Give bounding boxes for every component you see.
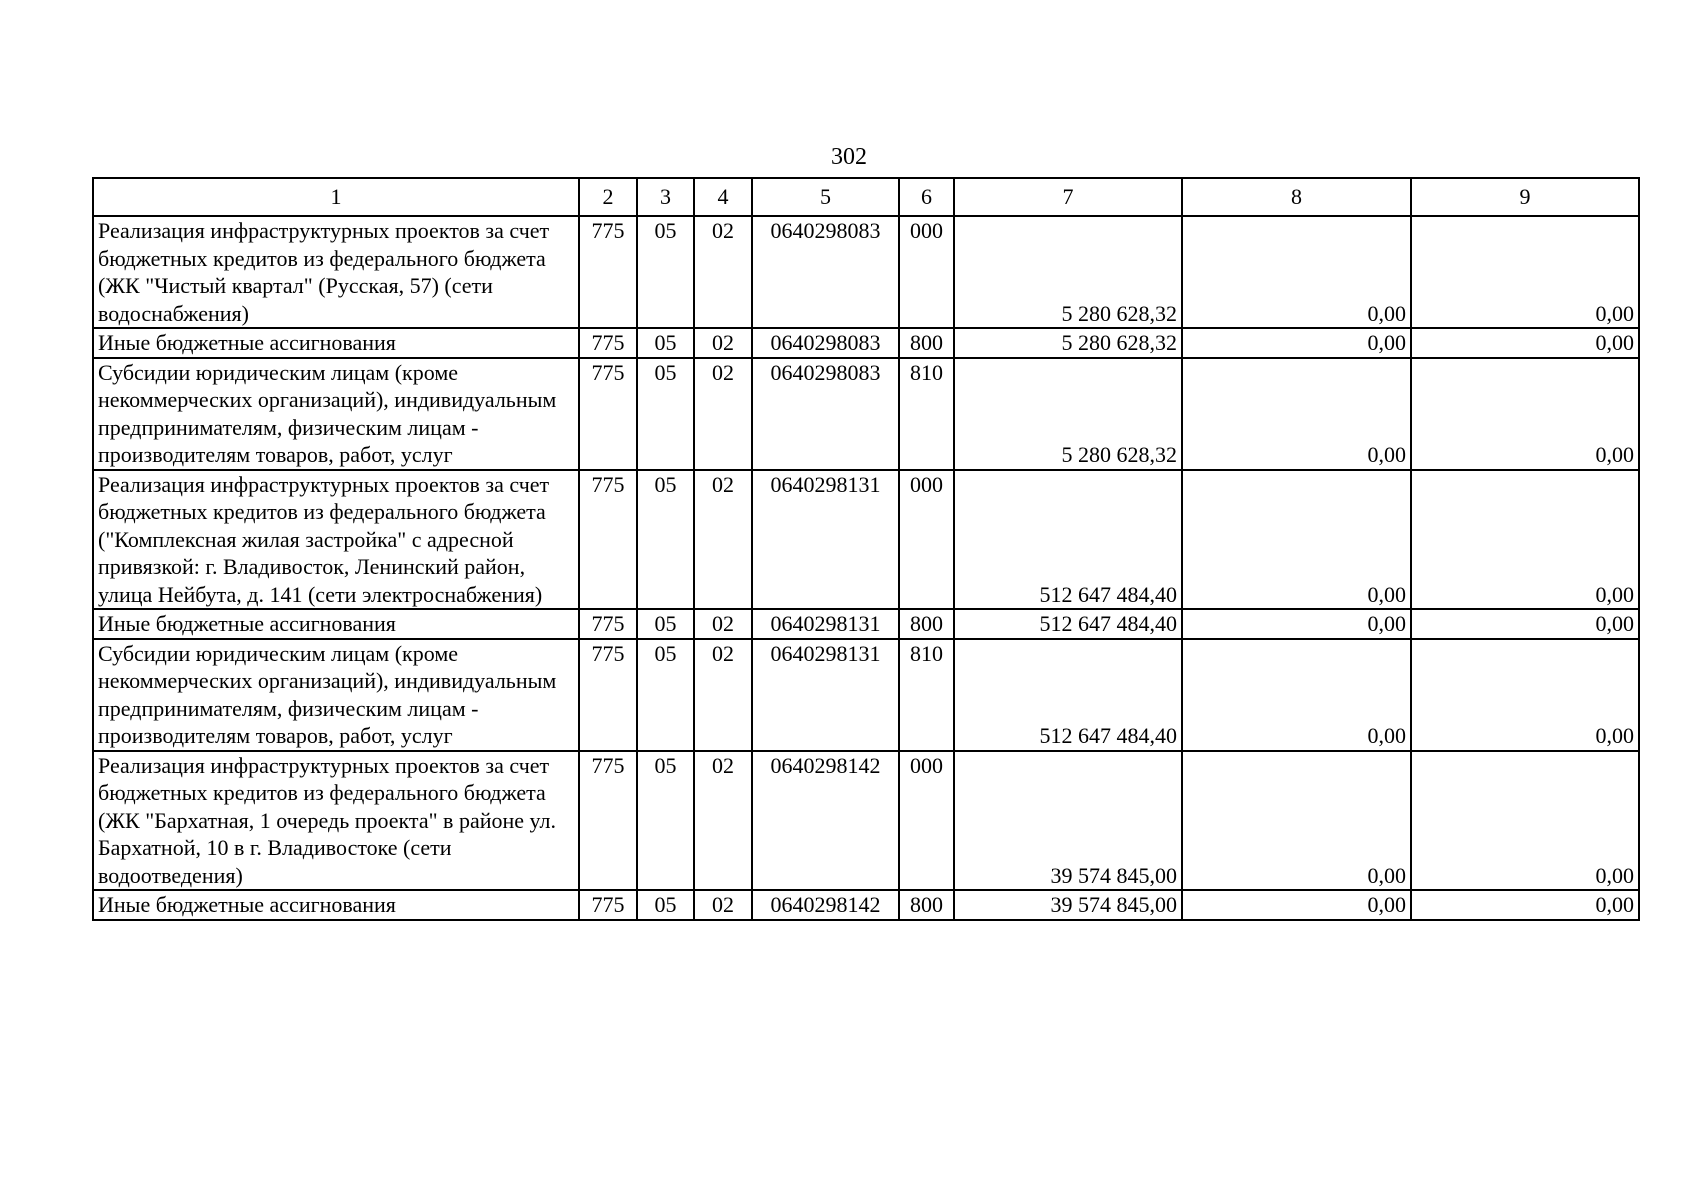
column-header: 3 <box>637 178 694 216</box>
cell-col6: 000 <box>899 470 954 610</box>
table-row <box>93 216 1639 328</box>
cell-col2: 775 <box>579 890 637 920</box>
cell-col7: 512 647 484,40 <box>954 639 1182 751</box>
table-row <box>93 470 1639 610</box>
cell-col6: 800 <box>899 609 954 639</box>
cell-col5: 0640298131 <box>752 470 899 610</box>
cell-col9: 0,00 <box>1411 470 1639 610</box>
cell-col2: 775 <box>579 328 637 358</box>
header-row <box>93 178 1639 216</box>
cell-col6: 800 <box>899 328 954 358</box>
cell-col9: 0,00 <box>1411 216 1639 328</box>
cell-col2: 775 <box>579 609 637 639</box>
row-name: Иные бюджетные ассигнования <box>93 328 579 358</box>
cell-col4: 02 <box>694 328 752 358</box>
cell-col9: 0,00 <box>1411 609 1639 639</box>
column-header: 1 <box>93 178 579 216</box>
cell-col4: 02 <box>694 216 752 328</box>
cell-col4: 02 <box>694 358 752 470</box>
row-name: Реализация инфраструктурных проектов за счет бюджетных кредитов из федерального бюджета (ЖК "Чистый квартал" (Русская, 57) (сети водоснабжения) <box>93 216 579 328</box>
cell-col8: 0,00 <box>1182 609 1411 639</box>
cell-col7: 39 574 845,00 <box>954 751 1182 891</box>
cell-col6: 000 <box>899 751 954 891</box>
cell-col7: 5 280 628,32 <box>954 358 1182 470</box>
cell-col7: 5 280 628,32 <box>954 328 1182 358</box>
cell-col2: 775 <box>579 639 637 751</box>
cell-col5: 0640298131 <box>752 609 899 639</box>
cell-col8: 0,00 <box>1182 639 1411 751</box>
row-name: Реализация инфраструктурных проектов за счет бюджетных кредитов из федерального бюджета ("Комплексная жилая застройка" с адресной привязкой: г. Владивосток, Ленинский район, улица Нейбута, д. 141 (сети электроснабжения) <box>93 470 579 610</box>
table-row <box>93 751 1639 891</box>
cell-col7: 512 647 484,40 <box>954 470 1182 610</box>
cell-col7: 39 574 845,00 <box>954 890 1182 920</box>
column-header: 5 <box>752 178 899 216</box>
cell-col2: 775 <box>579 751 637 891</box>
cell-col9: 0,00 <box>1411 890 1639 920</box>
table-row <box>93 639 1639 751</box>
table-row <box>93 328 1639 358</box>
column-header: 2 <box>579 178 637 216</box>
row-name: Иные бюджетные ассигнования <box>93 890 579 920</box>
cell-col9: 0,00 <box>1411 751 1639 891</box>
table-row <box>93 609 1639 639</box>
cell-col8: 0,00 <box>1182 890 1411 920</box>
cell-col6: 810 <box>899 358 954 470</box>
cell-col3: 05 <box>637 639 694 751</box>
cell-col9: 0,00 <box>1411 358 1639 470</box>
page-number: 302 <box>831 144 867 170</box>
cell-col4: 02 <box>694 609 752 639</box>
cell-col8: 0,00 <box>1182 216 1411 328</box>
cell-col3: 05 <box>637 609 694 639</box>
cell-col2: 775 <box>579 358 637 470</box>
cell-col3: 05 <box>637 751 694 891</box>
cell-col7: 512 647 484,40 <box>954 609 1182 639</box>
cell-col4: 02 <box>694 639 752 751</box>
table-row <box>93 358 1639 470</box>
cell-col3: 05 <box>637 328 694 358</box>
cell-col2: 775 <box>579 216 637 328</box>
cell-col4: 02 <box>694 890 752 920</box>
cell-col5: 0640298142 <box>752 751 899 891</box>
cell-col5: 0640298142 <box>752 890 899 920</box>
cell-col8: 0,00 <box>1182 358 1411 470</box>
cell-col5: 0640298083 <box>752 216 899 328</box>
cell-col9: 0,00 <box>1411 328 1639 358</box>
cell-col8: 0,00 <box>1182 470 1411 610</box>
row-name: Субсидии юридическим лицам (кроме некоммерческих организаций), индивидуальным предпринимателям, физическим лицам - производителям товаров, работ, услуг <box>93 358 579 470</box>
table-row <box>93 890 1639 920</box>
cell-col9: 0,00 <box>1411 639 1639 751</box>
cell-col8: 0,00 <box>1182 328 1411 358</box>
cell-col4: 02 <box>694 470 752 610</box>
row-name: Реализация инфраструктурных проектов за счет бюджетных кредитов из федерального бюджета (ЖК "Бархатная, 1 очередь проекта" в районе ул. Бархатной, 10 в г. Владивостоке (сети водоотведения) <box>93 751 579 891</box>
column-header: 9 <box>1411 178 1639 216</box>
cell-col4: 02 <box>694 751 752 891</box>
row-name: Субсидии юридическим лицам (кроме некоммерческих организаций), индивидуальным предпринимателям, физическим лицам - производителям товаров, работ, услуг <box>93 639 579 751</box>
column-header: 8 <box>1182 178 1411 216</box>
cell-col3: 05 <box>637 890 694 920</box>
cell-col3: 05 <box>637 358 694 470</box>
cell-col5: 0640298083 <box>752 358 899 470</box>
cell-col2: 775 <box>579 470 637 610</box>
cell-col8: 0,00 <box>1182 751 1411 891</box>
cell-col6: 000 <box>899 216 954 328</box>
column-header: 6 <box>899 178 954 216</box>
row-name: Иные бюджетные ассигнования <box>93 609 579 639</box>
cell-col6: 810 <box>899 639 954 751</box>
cell-col7: 5 280 628,32 <box>954 216 1182 328</box>
cell-col3: 05 <box>637 470 694 610</box>
column-header: 7 <box>954 178 1182 216</box>
cell-col5: 0640298131 <box>752 639 899 751</box>
budget-table <box>92 177 1640 921</box>
cell-col5: 0640298083 <box>752 328 899 358</box>
column-header: 4 <box>694 178 752 216</box>
cell-col3: 05 <box>637 216 694 328</box>
cell-col6: 800 <box>899 890 954 920</box>
